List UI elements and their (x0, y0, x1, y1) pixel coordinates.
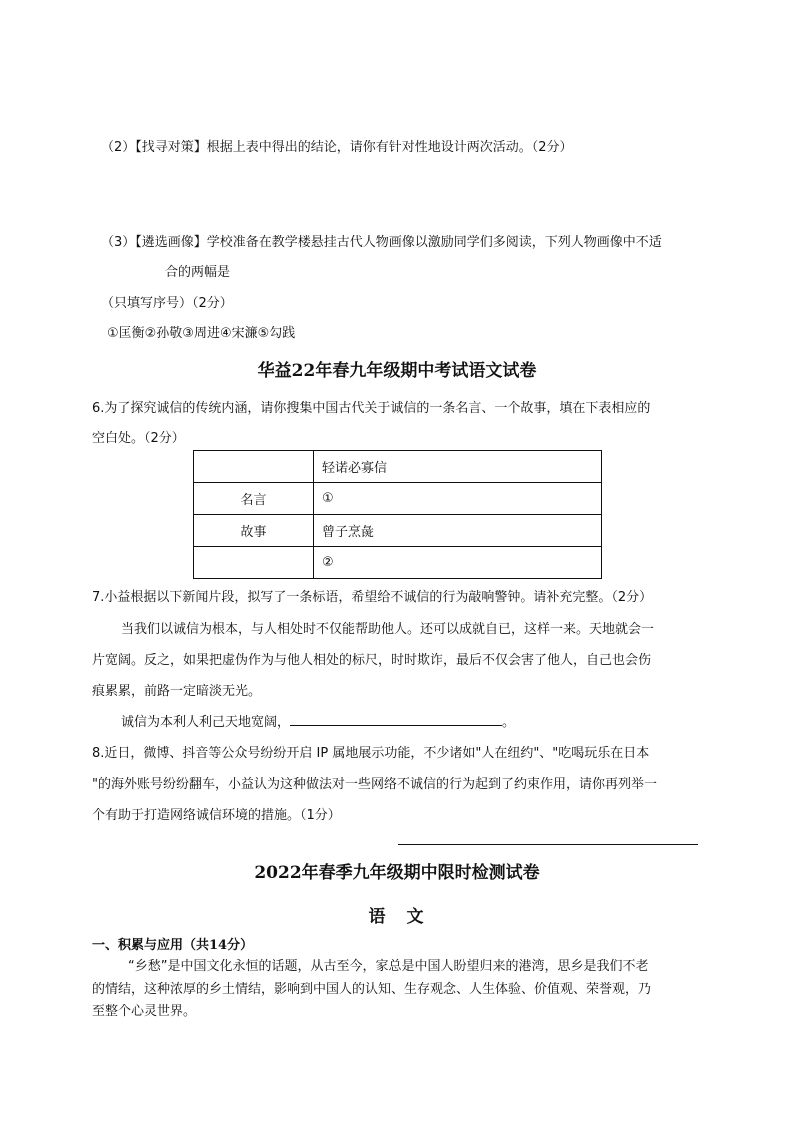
question-3-text-continued: 合的两幅是 (165, 265, 231, 280)
question-7-passage-line: 痕累累，前路一定暗淡无光。 (92, 684, 262, 699)
exam-title: 华益22年春九年级期中考试语文试卷 (257, 361, 537, 381)
table-row (194, 451, 602, 483)
section-paragraph-line: 的情结，这种浓厚的乡土情结，影响到中国人的认知、生存观念、人生体验、价值观、荣誉观，乃 (92, 982, 652, 997)
table-cell-value: ① (314, 483, 602, 515)
table-cell-value: 曾子烹彘 (314, 515, 602, 547)
section-heading: 一、积累与应用（共14分） (92, 938, 254, 953)
table-row (194, 547, 602, 579)
slogan-end: 。 (502, 715, 516, 730)
question-7-passage-line: 当我们以诚信为根本，与人相处时不仅能帮助他人。还可以成就自已，这样一来。天地就会一 (121, 622, 655, 637)
question-3-text: （3）【遴选画像】学校准备在教学楼悬挂古代人物画像以激励同学们多阅读，下列人物画像中不适 (101, 235, 662, 250)
table-cell-label (194, 451, 314, 483)
question-3-instruction: （只填写序号）（2分） (101, 296, 233, 311)
table-row (194, 483, 602, 515)
question-7-slogan (121, 711, 515, 730)
question-8-text-continued: 个有助于打造网络诚信环境的措施。（1分） (92, 808, 341, 823)
slogan-text: 诚信为本利人利己天地宽阔， (121, 715, 291, 730)
table-cell-value: 轻诺必寡信 (314, 451, 602, 483)
answer-table (193, 450, 602, 579)
subject-title: 语 文 (368, 907, 426, 927)
exam-title-2: 2022年春季九年级期中限时检测试卷 (254, 863, 540, 883)
table-cell-value: ② (314, 547, 602, 579)
question-3-options: ①匡衡②孙敬③周进④宋濂⑤勾践 (107, 326, 296, 341)
table-cell-label: 故事 (194, 515, 314, 547)
question-2-text: （2）【找寻对策】根据上表中得出的结论，请你有针对性地设计两次活动。（2分） (101, 140, 573, 155)
section-paragraph-line: 至整个心灵世界。 (92, 1004, 197, 1019)
table-cell-label: 名言 (194, 483, 314, 515)
section-paragraph-line: “乡愁”是中国文化永恒的话题，从古至今，家总是中国人盼望归来的港湾，思乡是我们不老 (128, 959, 649, 974)
question-6-text-continued: 空白处。（2分） (92, 431, 185, 446)
answer-line[interactable] (398, 844, 698, 845)
table-cell-label (194, 547, 314, 579)
answer-blank[interactable] (290, 713, 502, 726)
question-7-text: 7.小益根据以下新闻片段，拟写了一条标语，希望给不诚信的行为敲响警钟。请补充完整。（2分） (92, 590, 653, 605)
question-8-text-continued: "的海外账号纷纷翻车，小益认为这种做法对一些网络不诚信的行为起到了约束作用，请你再列举一 (92, 777, 657, 792)
question-8-text: 8.近日，微博、抖音等公众号纷纷开启 IP 属地展示功能，不少诸如"人在纽约"、"吃喝玩乐在日本 (92, 746, 650, 761)
question-6-text: 6.为了探究诚信的传统内涵，请你搜集中国古代关于诚信的一条名言、一个故事，填在下表相应的 (92, 401, 651, 416)
question-7-passage-line: 片宽阔。反之，如果把虚伪作为与他人相处的标尺，时时欺诈，最后不仅会害了他人，自己也会伤 (92, 653, 652, 668)
table-row (194, 515, 602, 547)
